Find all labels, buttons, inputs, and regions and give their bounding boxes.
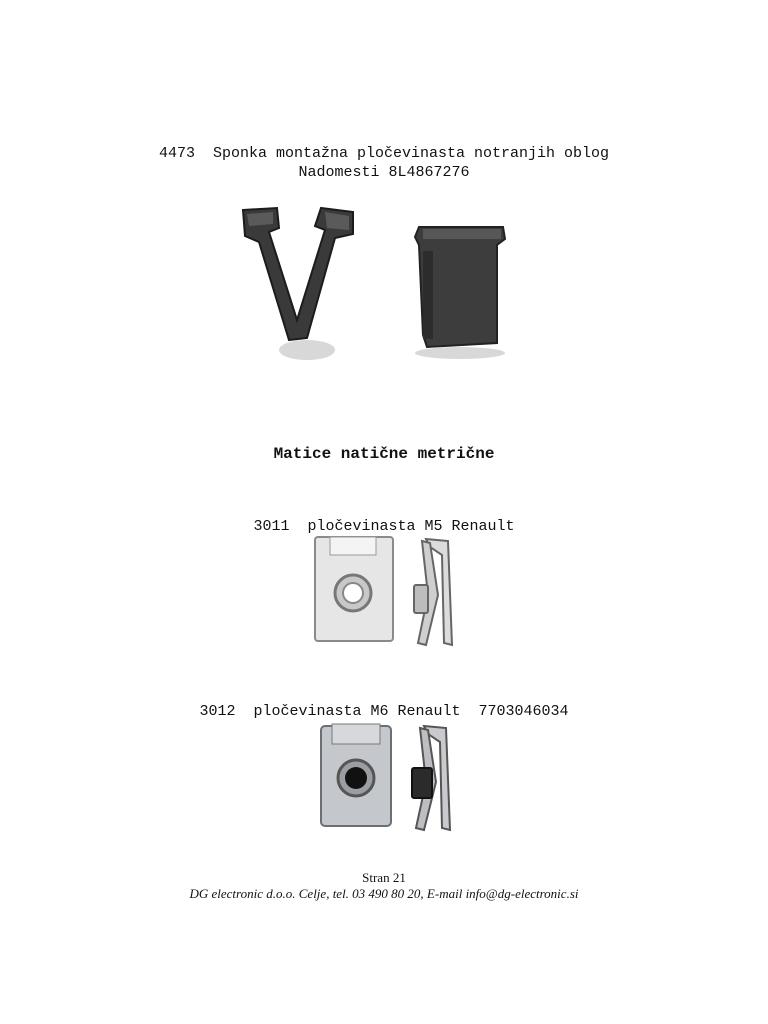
item-3011-caption: 3011 pločevinasta M5 Renault <box>253 518 515 535</box>
company-contact: DG electronic d.o.o. Celje, tel. 03 490 80 20, E-mail info@dg-electronic.si <box>189 886 579 901</box>
nut-m5-front-image <box>312 535 396 645</box>
page-number: Stran 21 <box>362 870 406 885</box>
clip-side-view-image <box>235 200 365 370</box>
item-4473-replacement: Nadomesti 8L4867276 <box>298 164 470 181</box>
clip-front-view-image <box>405 215 515 365</box>
section-heading: Matice natične metrične <box>273 445 495 463</box>
nut-m6-front-image <box>318 722 394 830</box>
nut-m6-side-image <box>408 722 456 834</box>
item-3012-caption: 3012 pločevinasta M6 Renault 7703046034 <box>199 703 569 720</box>
item-4473-title: 4473 Sponka montažna pločevinasta notranjih oblog <box>158 145 610 162</box>
nut-m5-side-image <box>408 535 458 649</box>
